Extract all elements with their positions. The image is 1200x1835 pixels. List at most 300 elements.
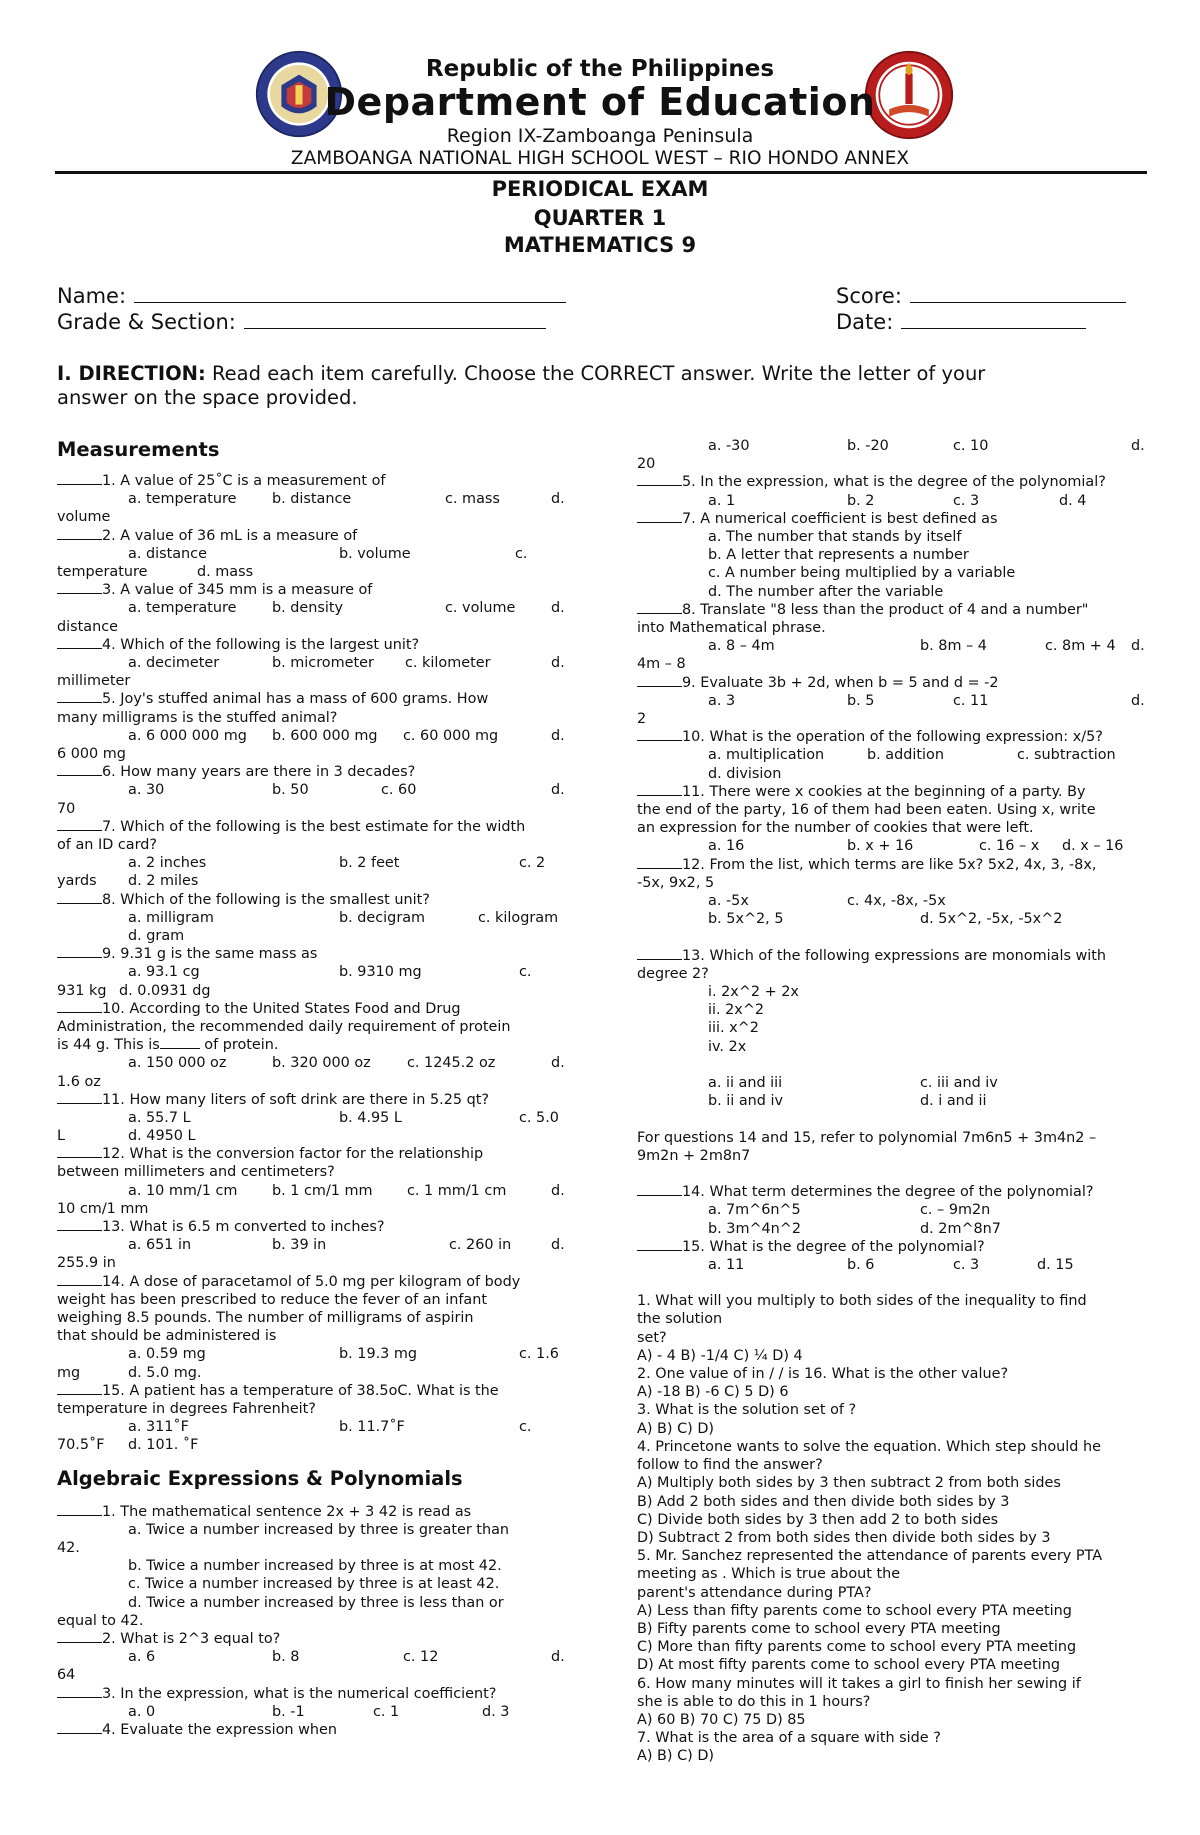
option-b: b. 5x^2, 5 bbox=[708, 911, 784, 928]
option-b: b. 2 bbox=[847, 492, 875, 509]
question-stem-cont: weight has been prescribed to reduce the fever of an infant bbox=[57, 1291, 488, 1308]
option-b: b. 11.7˚F bbox=[339, 1419, 405, 1436]
option-d: d. bbox=[1131, 438, 1145, 454]
header-school: ZAMBOANGA NATIONAL HIGH SCHOOL WEST – RIO HONDO ANNEX bbox=[290, 148, 910, 169]
option-d-cont: distance bbox=[57, 618, 118, 635]
option-d: d. bbox=[551, 491, 565, 508]
question-stem: 11. There were x cookies at the beginning of a party. By bbox=[682, 783, 1086, 800]
header-region: Region IX-Zamboanga Peninsula bbox=[446, 125, 754, 147]
question-stem-cont bbox=[57, 1036, 565, 1054]
options-a12 bbox=[637, 892, 1149, 910]
question-stem: 9. 9.31 g is the same mass as bbox=[102, 946, 318, 963]
question-a9 bbox=[637, 674, 1149, 692]
answer-blank[interactable] bbox=[57, 472, 102, 485]
option-d: d. 3 bbox=[482, 1703, 510, 1720]
answer-blank[interactable] bbox=[57, 581, 102, 594]
option-d: d. bbox=[1131, 692, 1145, 709]
option-d: d. 0.0931 dg bbox=[119, 982, 211, 999]
option-a: a. distance bbox=[128, 545, 207, 562]
question-stem-cont: an expression for the number of cookies that were left. bbox=[637, 820, 1034, 837]
option-d: d. bbox=[551, 1649, 565, 1666]
question-stem-cont: of an ID card? bbox=[57, 836, 158, 853]
question-a10 bbox=[637, 728, 1149, 746]
answer-blank[interactable] bbox=[637, 728, 682, 741]
option-c: c. 2 bbox=[519, 855, 546, 872]
option-c: c. bbox=[519, 1419, 532, 1436]
question-m11 bbox=[57, 1091, 565, 1109]
question-stem-cont: between millimeters and centimeters? bbox=[57, 1164, 335, 1181]
answer-blank[interactable] bbox=[637, 510, 682, 523]
option-a: a. 651 in bbox=[128, 1237, 192, 1254]
options-m1 bbox=[57, 490, 565, 508]
question-m7 bbox=[57, 818, 565, 836]
inequality-line: D) Subtract 2 from both sides then divide both sides by 3 bbox=[637, 1529, 1051, 1546]
answer-blank[interactable] bbox=[57, 1630, 102, 1643]
exam-quarter: QUARTER 1 bbox=[533, 206, 667, 230]
question-stem: 9. Evaluate 3b + 2d, when b = 5 and d = -2 bbox=[682, 674, 999, 691]
option-b: b. decigram bbox=[339, 909, 426, 926]
inequality-line: follow to find the answer? bbox=[637, 1457, 823, 1474]
choice-iv: iv. 2x bbox=[708, 1038, 747, 1055]
option-b: b. distance bbox=[272, 491, 352, 508]
inequality-line: A) B) C) D) bbox=[637, 1420, 715, 1437]
choice-ii: ii. 2x^2 bbox=[708, 1002, 765, 1019]
options-a13-row2 bbox=[637, 1092, 1149, 1110]
grade-section-line[interactable] bbox=[244, 310, 546, 329]
option-a: a. 1 bbox=[708, 492, 736, 509]
option-b: b. 6 bbox=[847, 1256, 875, 1273]
option-b: b. 50 bbox=[272, 782, 309, 799]
option-c-cont: L bbox=[57, 1128, 66, 1145]
options-m15-cont bbox=[57, 1436, 565, 1454]
question-stem-part: of protein. bbox=[204, 1037, 279, 1054]
name-label: Name: bbox=[57, 284, 127, 308]
inequality-line: A) Multiply both sides by 3 then subtract 2 from both sides bbox=[637, 1475, 1061, 1492]
options-m3 bbox=[57, 599, 565, 617]
score-field[interactable] bbox=[836, 284, 1126, 308]
options-a8 bbox=[637, 637, 1149, 655]
option-a: a. temperature bbox=[128, 491, 237, 508]
answer-blank[interactable] bbox=[637, 783, 682, 796]
option-b: b. addition bbox=[867, 747, 944, 764]
option-d: d. 4 bbox=[1059, 492, 1087, 509]
options-a11 bbox=[637, 837, 1149, 855]
answer-blank[interactable] bbox=[57, 1685, 102, 1698]
question-m15 bbox=[57, 1382, 565, 1400]
option-d: d. bbox=[551, 1182, 565, 1199]
question-stem-cont: temperature in degrees Fahrenheit? bbox=[57, 1401, 316, 1418]
question-m10 bbox=[57, 1000, 565, 1018]
question-m4 bbox=[57, 636, 565, 654]
option-b: b. 8 bbox=[272, 1649, 300, 1666]
option-d-cont: 1.6 oz bbox=[57, 1073, 101, 1090]
question-m12 bbox=[57, 1145, 565, 1163]
inequality-line: A) - 4 B) -1/4 C) ¼ D) 4 bbox=[637, 1347, 803, 1364]
option-c: c. volume bbox=[445, 600, 516, 617]
option-d: d. 101. ˚F bbox=[128, 1437, 199, 1454]
question-stem-cont: Administration, the recommended daily requirement of protein bbox=[57, 1018, 511, 1035]
option-d-cont: 4m – 8 bbox=[637, 656, 686, 673]
option-b: b. x + 16 bbox=[847, 838, 914, 855]
question-stem: 8. Translate "8 less than the product of 4 and a number" bbox=[682, 601, 1089, 618]
question-stem: 10. According to the United States Food and Drug bbox=[102, 1000, 461, 1017]
polynomial-note: For questions 14 and 15, refer to polynomial 7m6n5 + 3m4n2 – bbox=[637, 1129, 1097, 1146]
inequality-line: 6. How many minutes will it takes a girl to finish her sewing if bbox=[637, 1675, 1081, 1692]
question-m8 bbox=[57, 891, 565, 909]
options-m2-cont bbox=[57, 563, 565, 581]
option-a: a. temperature bbox=[128, 600, 237, 617]
option-a: a. Twice a number increased by three is greater than bbox=[128, 1521, 510, 1538]
option-a: a. -5x bbox=[708, 892, 749, 909]
answer-blank[interactable] bbox=[57, 763, 102, 776]
question-stem: 14. What term determines the degree of the polynomial? bbox=[682, 1184, 1094, 1201]
options-a3 bbox=[57, 1703, 565, 1721]
options-m5 bbox=[57, 727, 565, 745]
option-a: a. multiplication bbox=[708, 747, 825, 764]
inequality-line: B) Fifty parents come to school every PTA meeting bbox=[637, 1620, 1001, 1637]
option-d: d. bbox=[551, 1055, 565, 1072]
option-c: c. 60 000 mg bbox=[403, 727, 499, 744]
question-stem: 15. What is the degree of the polynomial? bbox=[682, 1238, 985, 1255]
option-c: c. 1 bbox=[373, 1703, 400, 1720]
option-b: b. 5 bbox=[847, 692, 875, 709]
answer-blank[interactable] bbox=[57, 1000, 102, 1013]
option-a: a. 10 mm/1 cm bbox=[128, 1182, 238, 1199]
answer-blank[interactable] bbox=[57, 690, 102, 703]
question-stem: 7. Which of the following is the best estimate for the width bbox=[102, 818, 526, 835]
question-stem-part: is 44 g. This is bbox=[57, 1037, 160, 1054]
option-d: d. bbox=[1131, 638, 1145, 655]
question-stem-cont: weighing 8.5 pounds. The number of milligrams of aspirin bbox=[57, 1310, 474, 1327]
option-d: d. 5.0 mg. bbox=[128, 1364, 202, 1381]
answer-blank[interactable] bbox=[57, 945, 102, 958]
options-m9 bbox=[57, 963, 565, 981]
choice-iii: iii. x^2 bbox=[708, 1020, 759, 1037]
inequality-line: meeting as . Which is true about the bbox=[637, 1566, 901, 1583]
answer-blank[interactable] bbox=[637, 1183, 682, 1196]
option-c-cont: 70.5˚F bbox=[57, 1437, 105, 1454]
name-field[interactable] bbox=[57, 284, 566, 308]
inequality-line: 1. What will you multiply to both sides of the inequality to find bbox=[637, 1293, 1087, 1310]
option-a: a. 0.59 mg bbox=[128, 1346, 206, 1363]
inequality-line: the solution bbox=[637, 1311, 723, 1328]
option-d-cont: 64 bbox=[57, 1667, 76, 1684]
date-line[interactable] bbox=[901, 310, 1086, 329]
question-stem: 3. In the expression, what is the numerical coefficient? bbox=[102, 1685, 497, 1702]
question-a8 bbox=[637, 601, 1149, 619]
option-b: b. 39 in bbox=[272, 1237, 327, 1254]
option-d: d. division bbox=[708, 765, 782, 782]
answer-blank[interactable] bbox=[57, 818, 102, 831]
options-m7 bbox=[57, 854, 565, 872]
option-b: b. 19.3 mg bbox=[339, 1346, 418, 1363]
question-m13 bbox=[57, 1218, 565, 1236]
answer-blank[interactable] bbox=[57, 1273, 102, 1286]
question-m6 bbox=[57, 763, 565, 781]
question-stem: 4. Evaluate the expression when bbox=[102, 1722, 337, 1739]
option-d: d. 2 miles bbox=[128, 873, 199, 890]
score-label: Score: bbox=[836, 284, 902, 308]
option-d: d. bbox=[551, 654, 565, 671]
answer-blank[interactable] bbox=[637, 473, 682, 486]
direction-label: I. DIRECTION: bbox=[57, 362, 206, 385]
inequality-line: she is able to do this in 1 hours? bbox=[637, 1693, 871, 1710]
option-c: c. subtraction bbox=[1017, 747, 1116, 764]
option-d-cont: millimeter bbox=[57, 673, 131, 690]
question-m3 bbox=[57, 581, 565, 599]
option-d: d. bbox=[551, 1237, 565, 1254]
fill-blank[interactable] bbox=[160, 1036, 200, 1049]
choice-i: i. 2x^2 + 2x bbox=[708, 983, 799, 1000]
options-a14-row2 bbox=[637, 1220, 1149, 1238]
option-a-cont: 42. bbox=[57, 1540, 80, 1557]
option-c: c. bbox=[519, 964, 532, 981]
answer-blank[interactable] bbox=[57, 636, 102, 649]
question-stem: 11. How many liters of soft drink are there in 5.25 qt? bbox=[102, 1091, 490, 1108]
question-a5 bbox=[637, 473, 1149, 491]
option-b: b. 320 000 oz bbox=[272, 1055, 371, 1072]
left-column bbox=[57, 438, 565, 1739]
answer-blank[interactable] bbox=[637, 674, 682, 687]
option-d: d. mass bbox=[197, 563, 254, 580]
option-a: a. 7m^6n^5 bbox=[708, 1202, 801, 1219]
options-a2 bbox=[57, 1648, 565, 1666]
option-c: c. kilogram bbox=[478, 909, 559, 926]
exam-subject: MATHEMATICS 9 bbox=[503, 233, 697, 257]
options-a4 bbox=[637, 437, 1149, 455]
question-stem: 2. A value of 36 mL is a measure of bbox=[102, 527, 358, 544]
question-stem: 1. The mathematical sentence 2x + 3 42 is read as bbox=[102, 1503, 472, 1520]
name-line[interactable] bbox=[134, 284, 566, 303]
question-a4 bbox=[57, 1721, 565, 1739]
question-a14 bbox=[637, 1183, 1149, 1201]
options-a13 bbox=[637, 1074, 1149, 1092]
options-m15 bbox=[57, 1418, 565, 1436]
score-line[interactable] bbox=[910, 284, 1126, 303]
question-stem: 14. A dose of paracetamol of 5.0 mg per kilogram of body bbox=[102, 1273, 521, 1290]
options-a14 bbox=[637, 1201, 1149, 1219]
inequality-line: 3. What is the solution set of ? bbox=[637, 1402, 857, 1419]
question-stem: 12. From the list, which terms are like 5x? 5x2, 4x, 3, -8x, bbox=[682, 856, 1097, 873]
question-stem-cont: that should be administered is bbox=[57, 1328, 277, 1345]
option-d-cont: 10 cm/1 mm bbox=[57, 1200, 149, 1217]
option-b: b. 8m – 4 bbox=[920, 638, 987, 655]
option-b: b. 1 cm/1 mm bbox=[272, 1182, 373, 1199]
option-c: c. iii and iv bbox=[920, 1074, 998, 1091]
option-b: b. Twice a number increased by three is at most 42. bbox=[128, 1558, 502, 1575]
option-b: b. volume bbox=[339, 545, 411, 562]
option-d: d. x – 16 bbox=[1062, 838, 1124, 855]
option-a: a. 6 bbox=[128, 1649, 156, 1666]
option-c-cont: mg bbox=[57, 1364, 81, 1381]
question-stem: 6. How many years are there in 3 decades? bbox=[102, 764, 416, 781]
option-c-cont: 931 kg bbox=[57, 982, 107, 999]
answer-blank[interactable] bbox=[57, 1145, 102, 1158]
option-d: d. bbox=[551, 782, 565, 799]
question-stem: 5. Joy's stuffed animal has a mass of 600 grams. How bbox=[102, 691, 489, 708]
options-a5 bbox=[637, 492, 1149, 510]
answer-blank[interactable] bbox=[637, 1238, 682, 1251]
question-stem: 2. What is 2^3 equal to? bbox=[102, 1631, 281, 1648]
inequality-line: A) -18 B) -6 C) 5 D) 6 bbox=[637, 1384, 789, 1401]
option-c: c. 4x, -8x, -5x bbox=[847, 892, 946, 909]
question-m5 bbox=[57, 690, 565, 708]
question-stem: 12. What is the conversion factor for the relationship bbox=[102, 1146, 484, 1163]
answer-blank[interactable] bbox=[57, 1503, 102, 1516]
inequality-line: parent's attendance during PTA? bbox=[637, 1584, 872, 1601]
question-stem: 3. A value of 345 mm is a measure of bbox=[102, 582, 373, 599]
question-a13 bbox=[637, 947, 1149, 965]
inequality-line: C) More than fifty parents come to school every PTA meeting bbox=[637, 1639, 1077, 1656]
answer-blank[interactable] bbox=[637, 601, 682, 614]
question-stem: 10. What is the operation of the following expression: x/5? bbox=[682, 729, 1103, 746]
options-m14 bbox=[57, 1345, 565, 1363]
question-stem: 15. A patient has a temperature of 38.5oC. What is the bbox=[102, 1382, 499, 1399]
option-c: c. Twice a number increased by three is at least 42. bbox=[128, 1576, 500, 1593]
question-stem-cont: many milligrams is the stuffed animal? bbox=[57, 709, 338, 726]
option-c: c. – 9m2n bbox=[920, 1202, 991, 1219]
question-a12 bbox=[637, 856, 1149, 874]
answer-blank[interactable] bbox=[57, 891, 102, 904]
inequality-line: 7. What is the area of a square with side ? bbox=[637, 1730, 941, 1747]
option-a: a. 8 – 4m bbox=[708, 638, 775, 655]
option-c: c. 11 bbox=[953, 692, 989, 709]
option-c: c. 3 bbox=[953, 1256, 980, 1273]
option-c: c. bbox=[515, 545, 528, 562]
option-d: d. 15 bbox=[1037, 1256, 1074, 1273]
grade-section-field[interactable] bbox=[57, 310, 546, 334]
options-m14-cont bbox=[57, 1364, 565, 1382]
option-a: a. 0 bbox=[128, 1703, 156, 1720]
option-d: d. 5x^2, -5x, -5x^2 bbox=[920, 911, 1063, 928]
options-m13 bbox=[57, 1236, 565, 1254]
question-stem: 5. In the expression, what is the degree of the polynomial? bbox=[682, 474, 1106, 491]
options-a12-row2 bbox=[637, 910, 1149, 928]
option-c-cont: temperature bbox=[57, 563, 148, 580]
option-c: c. 1245.2 oz bbox=[407, 1055, 496, 1072]
header-republic: Republic of the Philippines bbox=[425, 56, 775, 82]
question-m9 bbox=[57, 945, 565, 963]
grade-section-label: Grade & Section: bbox=[57, 310, 236, 334]
header-divider bbox=[55, 171, 1147, 174]
options-a9 bbox=[637, 692, 1149, 710]
question-m14 bbox=[57, 1273, 565, 1291]
option-b: b. 600 000 mg bbox=[272, 727, 378, 744]
question-a11 bbox=[637, 783, 1149, 801]
option-c: c. 5.0 bbox=[519, 1109, 559, 1126]
option-a: a. milligram bbox=[128, 909, 214, 926]
question-m1 bbox=[57, 472, 565, 490]
option-d-cont: 20 bbox=[637, 456, 656, 473]
question-stem-cont: degree 2? bbox=[637, 965, 709, 982]
question-stem: 7. A numerical coefficient is best defined as bbox=[682, 510, 998, 527]
question-a1 bbox=[57, 1503, 565, 1521]
options-m10 bbox=[57, 1054, 565, 1072]
question-stem: 1. A value of 25˚C is a measurement of bbox=[102, 473, 386, 489]
answer-blank[interactable] bbox=[57, 1721, 102, 1734]
answer-blank[interactable] bbox=[637, 947, 682, 960]
direction-block bbox=[57, 362, 1147, 410]
answer-blank[interactable] bbox=[57, 1218, 102, 1231]
option-a: a. The number that stands by itself bbox=[708, 528, 962, 545]
option-c: c. 3 bbox=[953, 492, 980, 509]
options-m11-cont bbox=[57, 1127, 565, 1145]
options-m11 bbox=[57, 1109, 565, 1127]
inequality-line: A) 60 B) 70 C) 75 D) 85 bbox=[637, 1711, 806, 1728]
question-stem-cont: the end of the party, 16 of them had been eaten. Using x, write bbox=[637, 801, 1096, 818]
option-c: c. 60 bbox=[381, 782, 417, 799]
option-b: b. density bbox=[272, 600, 344, 617]
answer-blank[interactable] bbox=[57, 527, 102, 540]
section-title-algebra: Algebraic Expressions & Polynomials bbox=[57, 1466, 463, 1490]
option-b: b. 9310 mg bbox=[339, 964, 422, 981]
question-stem-cont: into Mathematical phrase. bbox=[637, 620, 826, 636]
option-a: a. 150 000 oz bbox=[128, 1055, 227, 1072]
options-m6 bbox=[57, 781, 565, 799]
option-a: a. 6 000 000 mg bbox=[128, 727, 247, 744]
option-c: c. 1 mm/1 cm bbox=[407, 1182, 507, 1199]
direction-text-2: answer on the space provided. bbox=[57, 386, 358, 409]
option-a: a. 30 bbox=[128, 782, 165, 799]
option-c: c. kilometer bbox=[405, 654, 491, 671]
option-a: a. ii and iii bbox=[708, 1074, 783, 1091]
option-b: b. 4.95 L bbox=[339, 1109, 402, 1126]
option-c: c. A number being multiplied by a variable bbox=[708, 565, 1016, 582]
date-label: Date: bbox=[836, 310, 894, 334]
option-a: a. 2 inches bbox=[128, 855, 207, 872]
inequality-line: A) B) C) D) bbox=[637, 1748, 715, 1765]
option-c: c. 8m + 4 bbox=[1045, 638, 1116, 655]
option-d: d. i and ii bbox=[920, 1093, 987, 1110]
inequality-line: 2. One value of in / / is 16. What is the other value? bbox=[637, 1366, 1009, 1383]
inequality-line: A) Less than fifty parents come to school every PTA meeting bbox=[637, 1602, 1072, 1619]
options-m9-cont bbox=[57, 982, 565, 1000]
question-stem: 8. Which of the following is the smallest unit? bbox=[102, 891, 430, 908]
option-d: d. The number after the variable bbox=[708, 583, 944, 600]
option-c: c. 12 bbox=[403, 1649, 439, 1666]
direction-text: Read each item carefully. Choose the CORRECT answer. Write the letter of your bbox=[212, 362, 986, 385]
option-d-cont: 6 000 mg bbox=[57, 745, 126, 762]
question-stem-cont: -5x, 9x2, 5 bbox=[637, 874, 715, 891]
question-stem: 13. What is 6.5 m converted to inches? bbox=[102, 1219, 385, 1236]
options-m2 bbox=[57, 545, 565, 563]
question-a7 bbox=[637, 510, 1149, 528]
date-field[interactable] bbox=[836, 310, 1086, 334]
option-d: d. Twice a number increased by three is less than or bbox=[128, 1594, 504, 1611]
option-d: d. 4950 L bbox=[128, 1128, 196, 1145]
answer-blank[interactable] bbox=[57, 1091, 102, 1104]
polynomial-note-cont: 9m2n + 2m8n7 bbox=[637, 1147, 751, 1164]
question-m2 bbox=[57, 527, 565, 545]
question-stem: 13. Which of the following expressions are monomials with bbox=[682, 947, 1107, 964]
option-d: d. 2m^8n7 bbox=[920, 1220, 1001, 1237]
option-d: d. bbox=[551, 727, 565, 744]
option-c-cont: yards bbox=[57, 873, 97, 890]
option-c: c. 10 bbox=[953, 438, 989, 454]
option-a: a. 3 bbox=[708, 692, 736, 709]
question-a2 bbox=[57, 1630, 565, 1648]
options-m12 bbox=[57, 1182, 565, 1200]
exam-title: PERIODICAL EXAM bbox=[491, 177, 709, 201]
inequality-questions bbox=[637, 1292, 1149, 1765]
inequality-line: D) At most fifty parents come to school every PTA meeting bbox=[637, 1657, 1060, 1674]
answer-blank[interactable] bbox=[57, 1382, 102, 1395]
option-a: a. decimeter bbox=[128, 654, 220, 671]
option-a: a. -30 bbox=[708, 438, 750, 454]
answer-blank[interactable] bbox=[637, 856, 682, 869]
option-a: a. 11 bbox=[708, 1256, 745, 1273]
question-stem: 4. Which of the following is the largest unit? bbox=[102, 636, 420, 653]
